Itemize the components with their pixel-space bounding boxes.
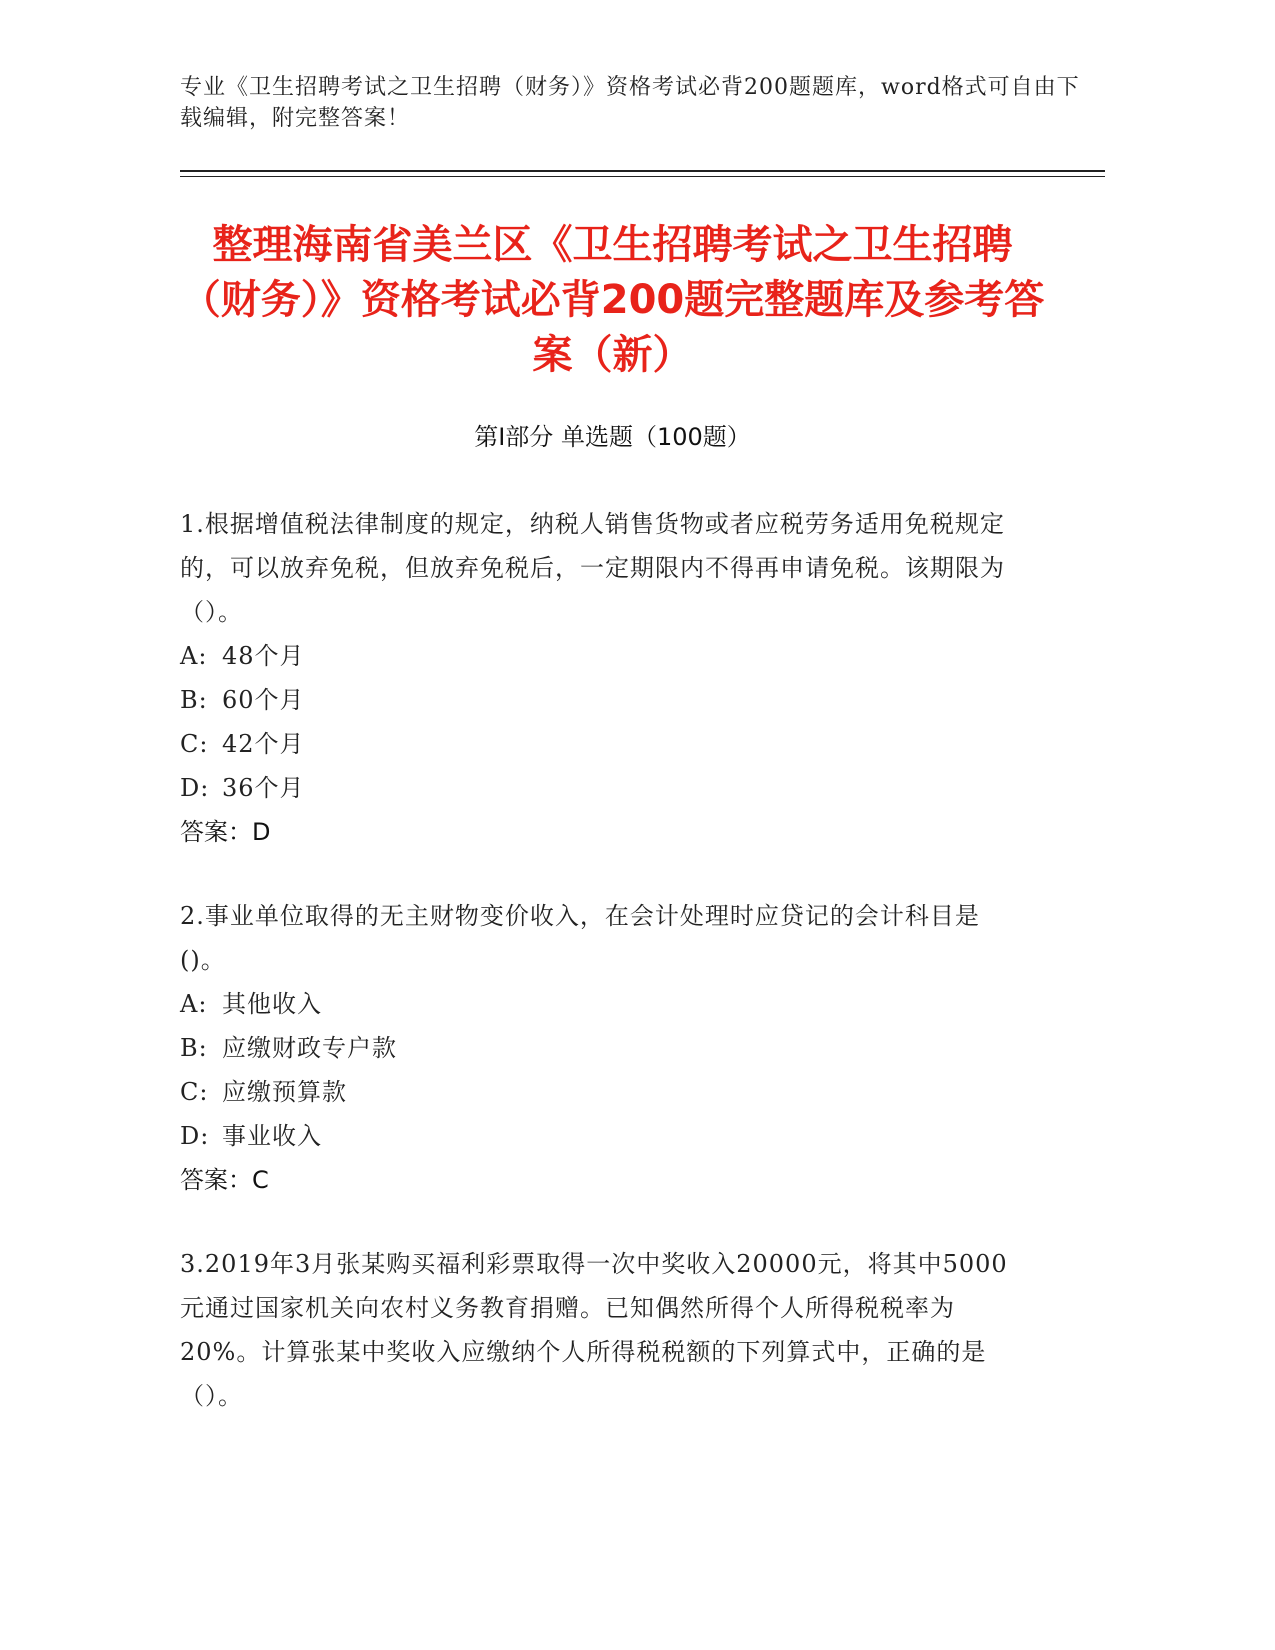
header-divider-thin bbox=[180, 176, 1105, 177]
header-divider-thick bbox=[180, 170, 1105, 172]
question-2 bbox=[180, 894, 1025, 1202]
option-letter: C: bbox=[180, 1078, 209, 1106]
option-a bbox=[180, 982, 1025, 1026]
option-letter: A: bbox=[180, 990, 208, 1018]
option-text: 42个月 bbox=[222, 730, 305, 758]
answer: 答案：C bbox=[180, 1166, 269, 1194]
option-c bbox=[180, 1070, 1025, 1114]
option-letter: C: bbox=[180, 730, 209, 758]
option-b bbox=[180, 1026, 1025, 1070]
option-letter: A: bbox=[180, 642, 208, 670]
option-text: 48个月 bbox=[222, 642, 305, 670]
question-stem: 3.2019年3月张某购买福利彩票取得一次中奖收入20000元，将其中5000元通过国家机关向农村义务教育捐赠。已知偶然所得个人所得税税率为20%。计算张某中奖收入应缴纳个人所得税税额的下列算式中，正确的是（）。 bbox=[180, 1250, 1008, 1410]
option-c bbox=[180, 722, 1025, 766]
option-a bbox=[180, 634, 1025, 678]
option-b bbox=[180, 678, 1025, 722]
option-text: 应缴预算款 bbox=[222, 1078, 347, 1106]
question-stem: 2.事业单位取得的无主财物变价收入，在会计处理时应贷记的会计科目是()。 bbox=[180, 902, 980, 974]
option-text: 事业收入 bbox=[222, 1122, 322, 1150]
option-letter: B: bbox=[180, 686, 208, 714]
option-text: 应缴财政专户款 bbox=[222, 1034, 397, 1062]
question-1 bbox=[180, 502, 1025, 854]
header-note: 专业《卫生招聘考试之卫生招聘（财务）》资格考试必背200题题库，word格式可自由下载编辑，附完整答案！ bbox=[180, 75, 1080, 131]
option-text: 其他收入 bbox=[222, 990, 322, 1018]
document-title: 整理海南省美兰区《卫生招聘考试之卫生招聘（财务）》资格考试必背200题完整题库及参考答案（新） bbox=[180, 222, 1045, 378]
option-letter: B: bbox=[180, 1034, 208, 1062]
option-d bbox=[180, 766, 1025, 810]
option-letter: D: bbox=[180, 1122, 210, 1150]
question-stem: 1.根据增值税法律制度的规定，纳税人销售货物或者应税劳务适用免税规定的，可以放弃免税，但放弃免税后，一定期限内不得再申请免税。该期限为（）。 bbox=[180, 510, 1005, 626]
option-letter: D: bbox=[180, 774, 210, 802]
section-title: 第Ⅰ部分 单选题（100题） bbox=[474, 423, 751, 451]
option-text: 36个月 bbox=[222, 774, 305, 802]
option-d bbox=[180, 1114, 1025, 1158]
answer: 答案：D bbox=[180, 818, 271, 846]
option-text: 60个月 bbox=[222, 686, 305, 714]
question-3 bbox=[180, 1242, 1025, 1418]
